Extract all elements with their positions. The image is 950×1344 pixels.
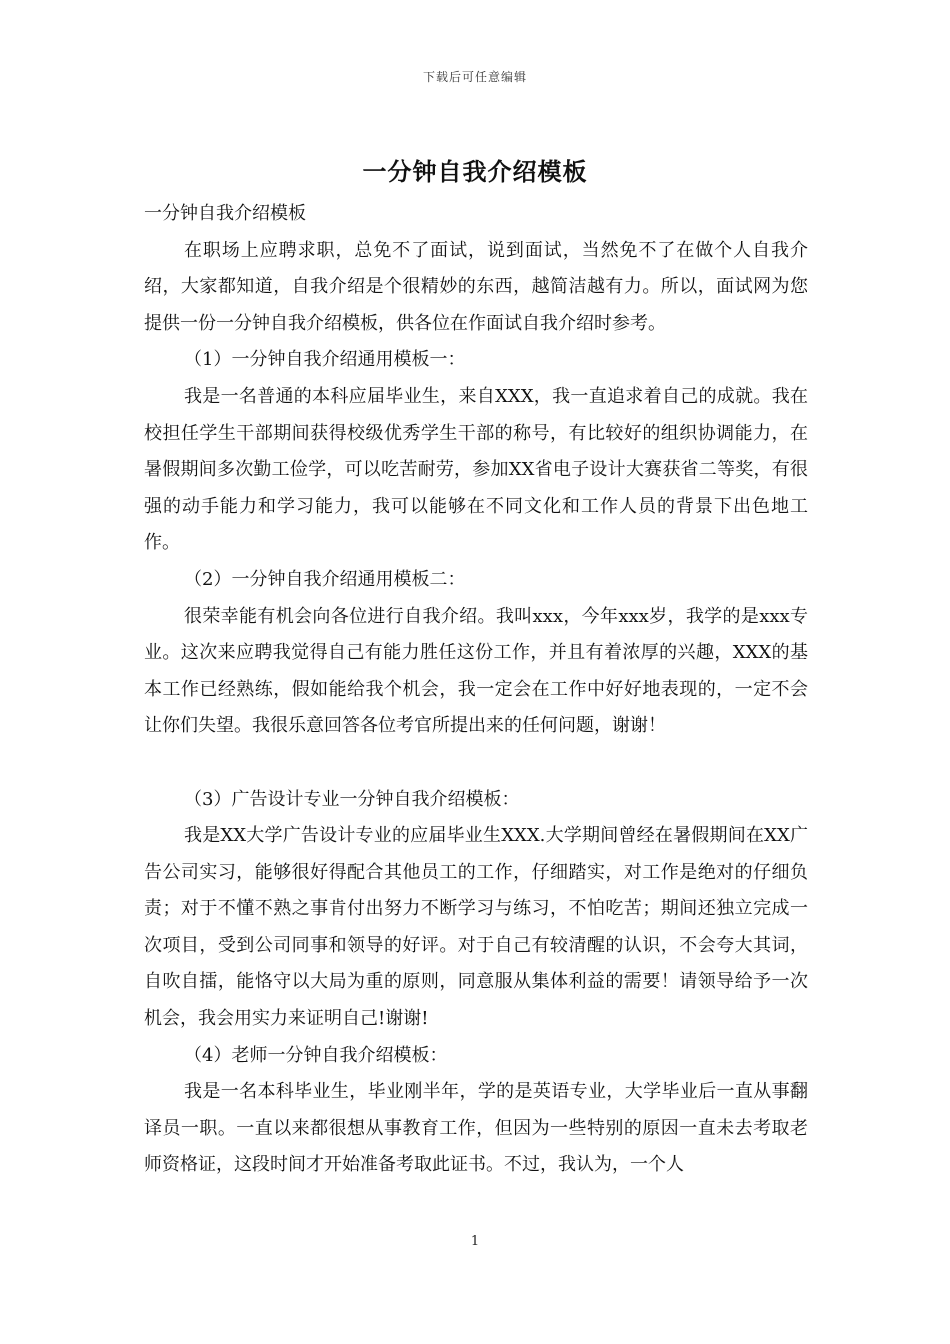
blank-line bbox=[144, 745, 808, 782]
header-note: 下载后可任意编辑 bbox=[422, 70, 527, 84]
document-title: 一分钟自我介绍模板 bbox=[362, 157, 588, 186]
document-subtitle: 一分钟自我介绍模板 bbox=[144, 203, 306, 224]
section-heading-2: （2）一分钟自我介绍通用模板二： bbox=[184, 568, 466, 590]
section-body-1: 我是一名普通的本科应届毕业生，来自XXX，我一直追求着自己的成就。我在校担任学生干部期间获得校级优秀学生干部的称号，有比较好的组织协调能力，在暑假期间多次勤工俭学，可以吃苦耐劳，参加XX省电子设计大赛获省二等奖，有很强的动手能力和学习能力，我可以能够在不同文化和工作人员的背景下出色地工作。 bbox=[144, 385, 808, 554]
section-body-2: 很荣幸能有机会向各位进行自我介绍。我叫xxx，今年xxx岁，我学的是xxx专业。这次来应聘我觉得自己有能力胜任这份工作，并且有着浓厚的兴趣，XXX的基本工作已经熟练，假如能给我个机会，我一定会在工作中好好地表现的，一定不会让你们失望。我很乐意回答各位考官所提出来的任何问题，谢谢！ bbox=[144, 605, 808, 737]
document-body bbox=[144, 196, 808, 1184]
intro-paragraph: 在职场上应聘求职，总免不了面试，说到面试，当然免不了在做个人自我介绍，大家都知道，自我介绍是个很精妙的东西，越简洁越有力。所以，面试网为您提供一份一分钟自我介绍模板，供各位在作面试自我介绍时参考。 bbox=[144, 239, 808, 334]
section-heading-3: （3）广告设计专业一分钟自我介绍模板： bbox=[184, 788, 520, 810]
section-heading-4: （4）老师一分钟自我介绍模板： bbox=[184, 1044, 448, 1066]
page-number: 1 bbox=[470, 1234, 480, 1249]
section-body-3: 我是XX大学广告设计专业的应届毕业生XXX.大学期间曾经在暑假期间在XX广告公司实习，能够很好得配合其他员工的工作，仔细踏实，对工作是绝对的仔细负责；对于不懂不熟之事肯付出努力不断学习与练习，不怕吃苦；期间还独立完成一次项目，受到公司同事和领导的好评。对于自己有较清醒的认识，不会夸大其词，自吹自擂，能恪守以大局为重的原则，同意服从集体利益的需要！请领导给予一次机会，我会用实力来证明自己!谢谢! bbox=[144, 825, 808, 1030]
section-body-4: 我是一名本科毕业生，毕业刚半年，学的是英语专业，大学毕业后一直从事翻译员一职。一直以来都很想从事教育工作，但因为一些特别的原因一直未去考取老师资格证，这段时间才开始准备考取此证书。不过，我认为，一个人 bbox=[144, 1081, 808, 1176]
section-heading-1: （1）一分钟自我介绍通用模板一： bbox=[184, 349, 466, 371]
